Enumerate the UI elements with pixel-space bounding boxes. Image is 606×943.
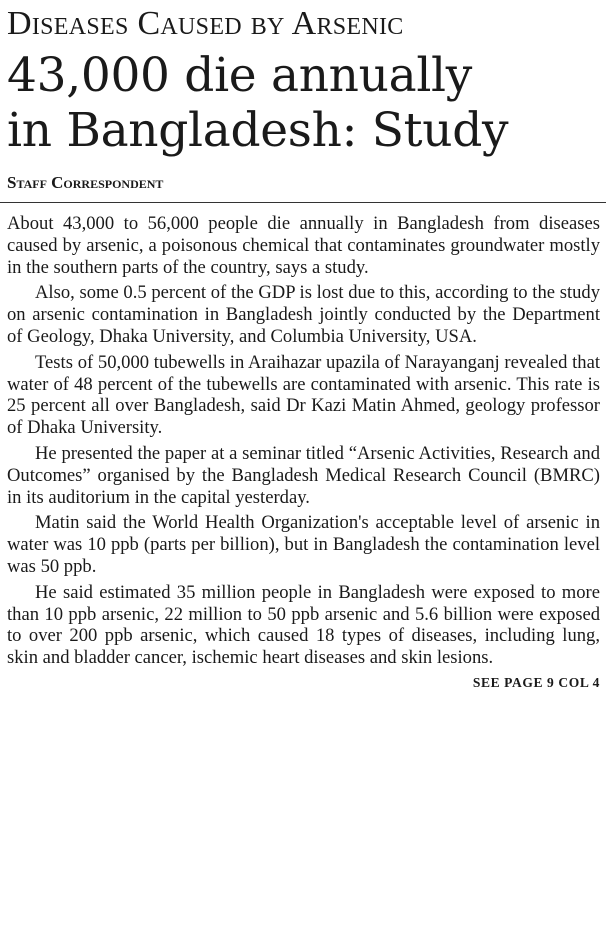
paragraph: About 43,000 to 56,000 people die annually in Bangladesh from diseases caused by arsenic, a poisonous chemical that contaminates groundwater mostly in the southern parts of the country, says a study. (7, 213, 600, 278)
kicker: Diseases Caused by Arsenic (7, 5, 404, 42)
headline (7, 48, 600, 158)
paragraph: He presented the paper at a seminar titled “Arsenic Activities, Research and Outcomes” organised by the Bangladesh Medical Research Council (BMRC) in its auditorium in the capital yesterday. (7, 442, 600, 508)
divider (0, 202, 606, 203)
article-body (7, 213, 600, 669)
headline-line-1: 43,000 die annually (7, 48, 473, 103)
paragraph: Tests of 50,000 tubewells in Araihazar upazila of Narayanganj revealed that water of 48 percent of the tubewells are contaminated with arsenic. This rate is 25 percent all over Bangladesh, said Dr Kazi Matin Ahmed, geology professor of Dhaka University. (7, 351, 600, 439)
paragraph: He said estimated 35 million people in Bangladesh were exposed to more than 10 ppb arsenic, 22 million to 50 ppb arsenic and 5.6 billion were exposed to over 200 ppb arsenic, which caused 18 types of diseases, including lung, skin and bladder cancer, ischemic heart diseases and skin lesions. (7, 581, 600, 669)
paragraph: Also, some 0.5 percent of the GDP is lost due to this, according to the study on arsenic contamination in Bangladesh jointly conducted by the Department of Geology, Dhaka University, and Columbia University, USA. (7, 282, 600, 347)
headline-line-2: in Bangladesh: Study (7, 103, 509, 158)
continuation-note: SEE PAGE 9 COL 4 (472, 674, 600, 690)
byline: Staff Correspondent (7, 173, 164, 192)
paragraph: Matin said the World Health Organization's acceptable level of arsenic in water was 10 ppb (parts per billion), but in Bangladesh the contamination level was 50 ppb. (7, 512, 600, 577)
